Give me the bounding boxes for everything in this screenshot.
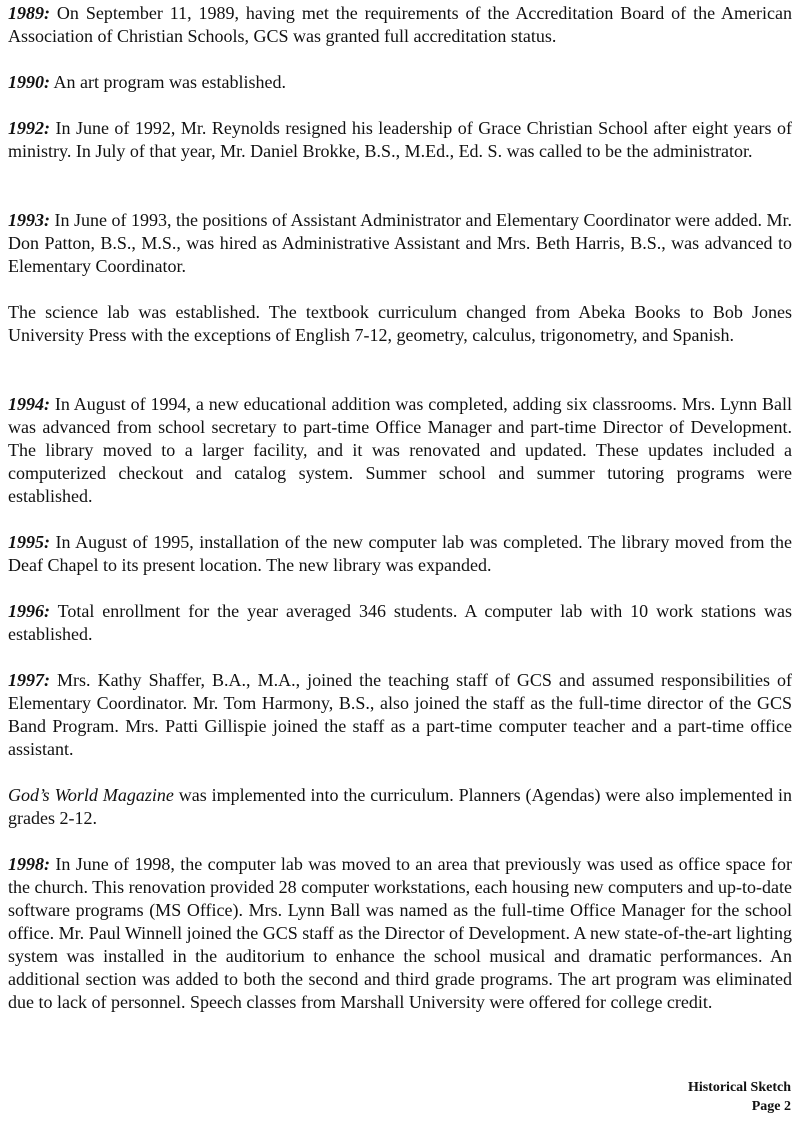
entry-year: 1989:	[8, 3, 50, 23]
entry-1990	[8, 71, 792, 94]
entry-text: On September 11, 1989, having met the requirements of the Accreditation Board of the American Association of Christian Schools, GCS was granted full accreditation status.	[8, 3, 792, 46]
entry-1993	[8, 209, 792, 278]
entry-year: 1990:	[8, 72, 50, 92]
page-footer	[688, 1078, 791, 1116]
entry-1998	[8, 853, 792, 1014]
entry-1992	[8, 117, 792, 163]
entry-text: In June of 1998, the computer lab was moved to an area that previously was used as office space for the church. This renovation provided 28 computer workstations, each housing new computers and up-to-date software programs (MS Office). Mrs. Lynn Ball was named as the full-time Office Manager for the school office. Mr. Paul Winnell joined the GCS staff as the Director of Development. A new state-of-the-art lighting system was installed in the auditorium to enhance the school musical and dramatic performances. An additional section was added to both the second and third grade programs. The art program was eliminated due to lack of personnel. Speech classes from Marshall University were offered for college credit.	[8, 854, 792, 1012]
entry-year: 1996:	[8, 601, 50, 621]
entry-year: 1994:	[8, 394, 50, 414]
entry-1994	[8, 393, 792, 508]
entry-1989	[8, 2, 792, 48]
entry-year: 1997:	[8, 670, 50, 690]
entry-text: Mrs. Kathy Shaffer, B.A., M.A., joined the teaching staff of GCS and assumed responsibilities of Elementary Coordinator. Mr. Tom Harmony, B.S., also joined the staff as the full-time director of the GCS Band Program. Mrs. Patti Gillispie joined the staff as a part-time computer teacher and a part-time office assistant.	[8, 670, 792, 759]
entry-year: 1992:	[8, 118, 50, 138]
footer-title: Historical Sketch	[687, 1080, 791, 1095]
entry-text: Total enrollment for the year averaged 346 students. A computer lab with 10 work stations was established.	[8, 601, 792, 644]
entry-text: was implemented into the curriculum. Planners (Agendas) were also implemented in grades 2-12.	[8, 785, 793, 828]
entry-text: In August of 1994, a new educational addition was completed, adding six classrooms. Mrs. Lynn Ball was advanced from school secretary to part-time Office Manager and part-time Director of Development. The library moved to a larger facility, and it was renovated and updated. These updates included a computerized checkout and catalog system. Summer school and summer tutoring programs were established.	[8, 394, 792, 506]
entry-year: 1995:	[8, 532, 50, 552]
footer-page-number: Page 2	[751, 1099, 791, 1114]
entry-year: 1998:	[8, 854, 50, 874]
magazine-title: God’s World Magazine	[8, 785, 174, 805]
entry-science-lab	[8, 301, 792, 347]
entry-text: An art program was established.	[50, 72, 286, 92]
entry-year: 1993:	[8, 210, 50, 230]
entry-1997	[8, 669, 792, 761]
entry-1995	[8, 531, 792, 577]
entry-text: In June of 1992, Mr. Reynolds resigned his leadership of Grace Christian School after eight years of ministry. In July of that year, Mr. Daniel Brokke, B.S., M.Ed., Ed. S. was called to be the administrator.	[8, 118, 792, 161]
entry-text: The science lab was established. The textbook curriculum changed from Abeka Books to Bob Jones University Press with the exceptions of English 7-12, geometry, calculus, trigonometry, and Spanish.	[8, 302, 792, 345]
entry-gods-world	[8, 784, 792, 830]
entry-text: In June of 1993, the positions of Assistant Administrator and Elementary Coordinator were added. Mr. Don Patton, B.S., M.S., was hired as Administrative Assistant and Mrs. Beth Harris, B.S., was advanced to Elementary Coordinator.	[8, 210, 792, 276]
entry-text: In August of 1995, installation of the new computer lab was completed. The library moved from the Deaf Chapel to its present location. The new library was expanded.	[8, 532, 792, 575]
entry-1996	[8, 600, 792, 646]
